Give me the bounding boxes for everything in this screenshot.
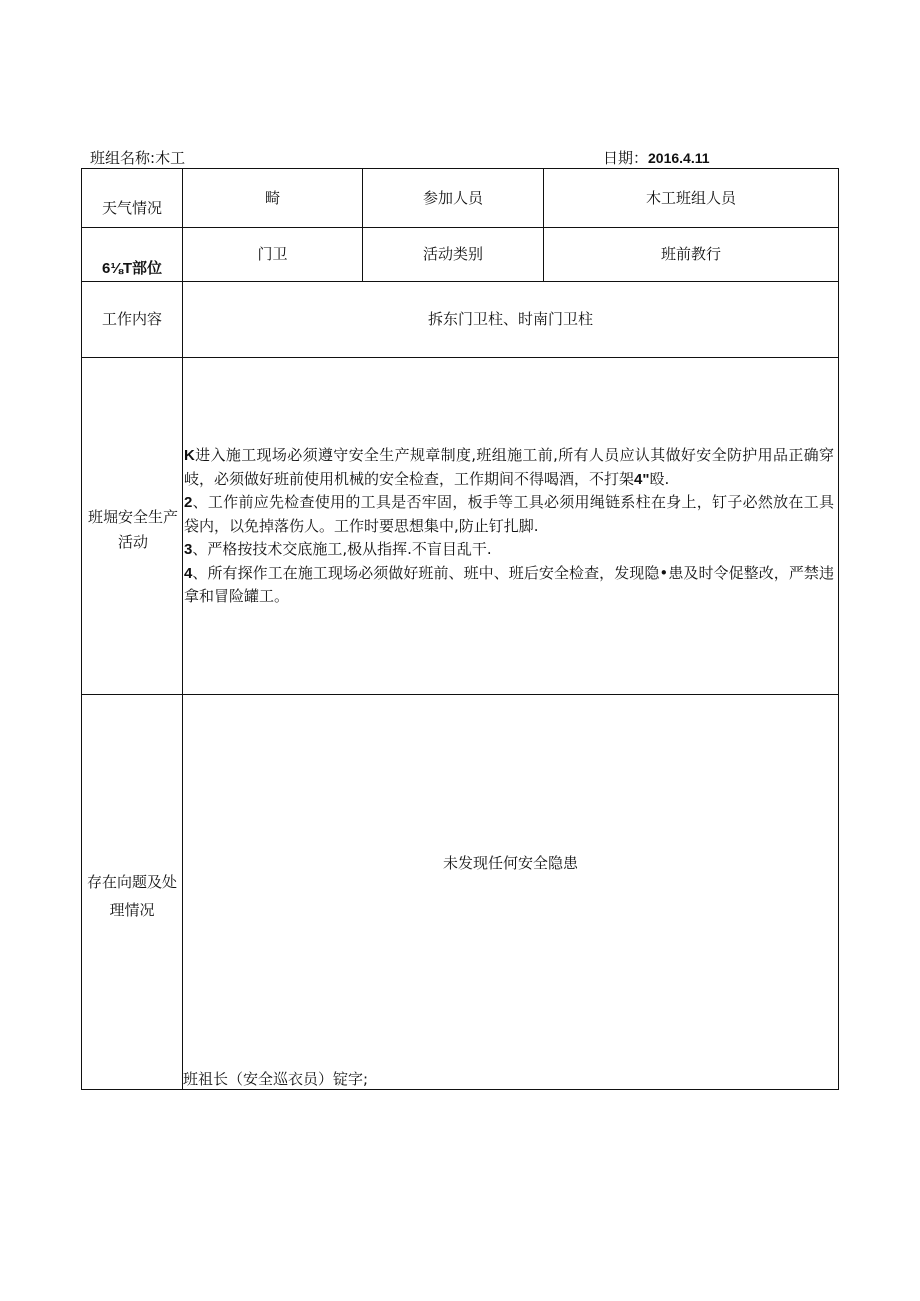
team-name-value: 木工 bbox=[155, 149, 186, 167]
team-name-label: 班组名称: bbox=[90, 149, 156, 167]
team-leader-signature: 班祖长（安全巡衣员）锭字; bbox=[183, 1070, 369, 1088]
participants-label: 参加人员 bbox=[422, 188, 483, 207]
activity-item: 3、严格按技术交底施工,极从指挥.不盲目乱干. bbox=[184, 540, 492, 558]
row-divider bbox=[81, 694, 839, 695]
row-divider bbox=[81, 357, 839, 358]
safety-activity-label: 班堀安全生产活动 bbox=[87, 508, 178, 551]
weather-value: 畸 bbox=[264, 188, 280, 207]
activity-item: 4、所有探作工在施工现场必须做好班前、班中、班后安全检查，发现隐•患及时令促整改，严禁违拿和冒险罐工。 bbox=[184, 563, 834, 605]
table-border-bottom bbox=[81, 1089, 839, 1090]
table-border-right bbox=[838, 168, 839, 1090]
location-value: 门卫 bbox=[257, 245, 288, 263]
safety-activity-content bbox=[184, 444, 834, 609]
category-label: 活动类别 bbox=[422, 245, 483, 263]
date-value: 2016.4.11 bbox=[648, 150, 710, 166]
category-value: 班前教行 bbox=[660, 245, 721, 263]
participants-value: 木工班组人员 bbox=[645, 188, 736, 207]
weather-label: 天气情况 bbox=[101, 198, 162, 217]
activity-item: 2、工作前应先检查使用的工具是否牢固，板手等工具必须用绳链系柱在身上，钉子必然放在工具袋内，以免掉落伤人。工作时要思想集中,防止钉扎脚. bbox=[184, 493, 834, 535]
location-label: 6⅛T部位 bbox=[101, 259, 162, 277]
work-content-label: 工作内容 bbox=[101, 310, 162, 328]
date-label: 日期： bbox=[603, 149, 649, 167]
date bbox=[603, 147, 710, 168]
activity-item: K进入施工现场必须遵守安全生产规章制度,班组施工前,所有人员应认其做好安全防护用品正确穿岐，必须做好班前使用机械的安全检查，工作期间不得喝酒，不打架4"殴. bbox=[184, 446, 834, 488]
work-content-value: 拆东门卫柱、时南门卫柱 bbox=[427, 310, 593, 328]
issues-label: 存在向题及处理情况 bbox=[86, 873, 177, 919]
team-name bbox=[90, 147, 185, 168]
issues-value: 未发现任何安全隐患 bbox=[442, 853, 578, 872]
